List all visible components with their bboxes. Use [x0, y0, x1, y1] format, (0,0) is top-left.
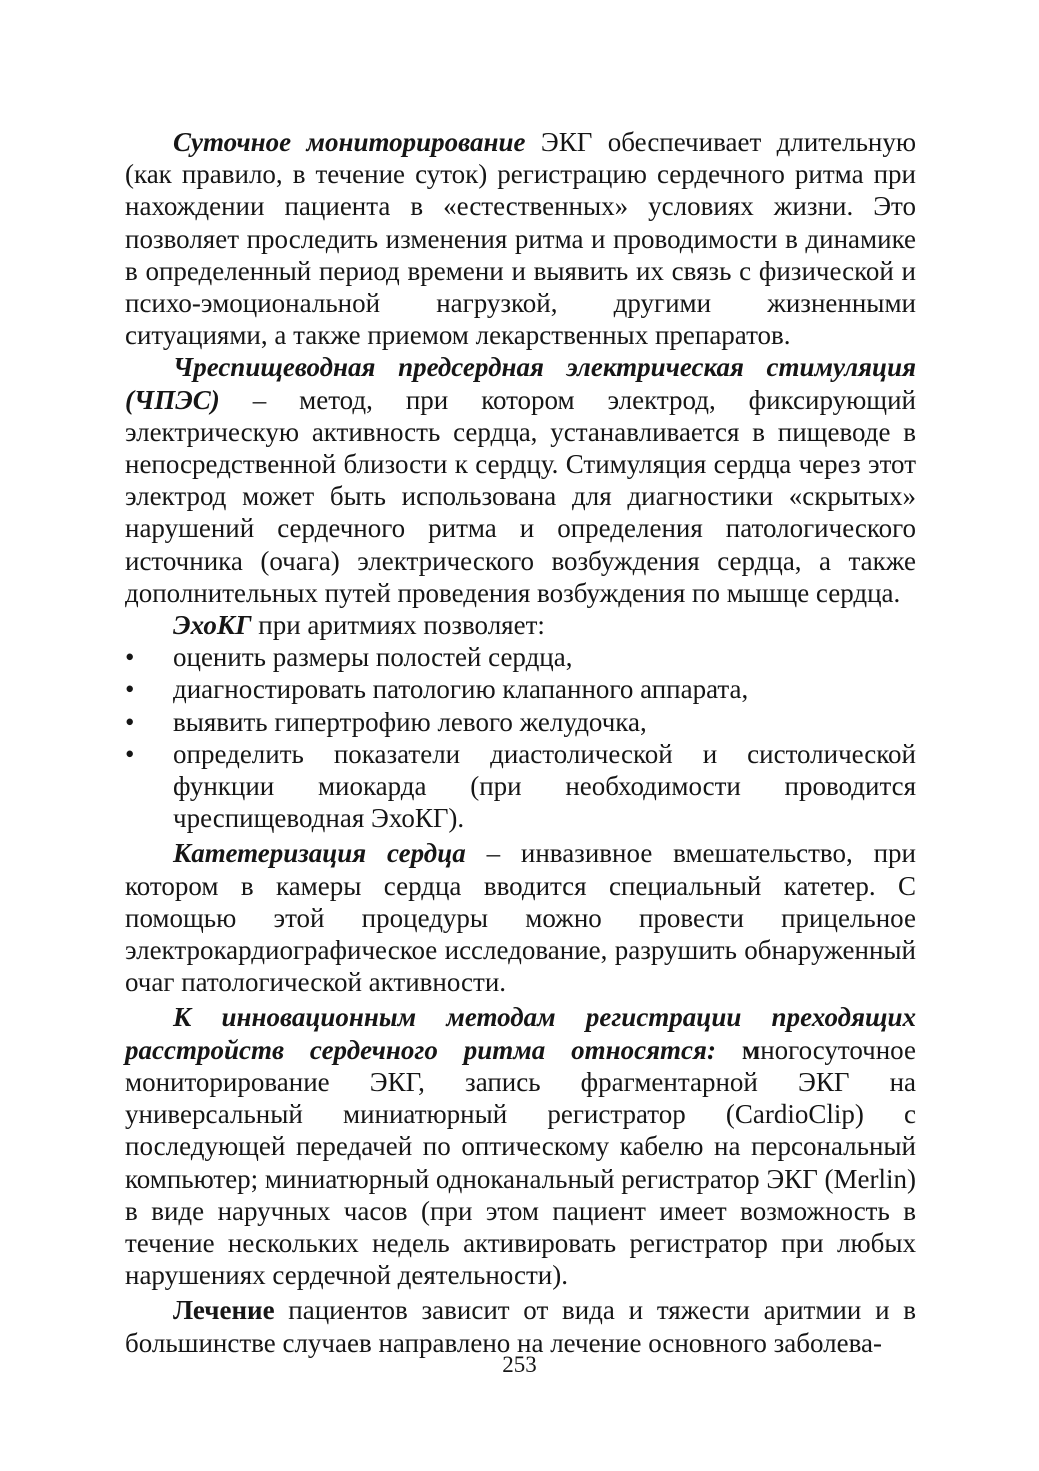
text-catheter: – инвазивное вмешательство, при котором в камеры сердца вводится специальный катетер. С помощью этой процедуры можно провести прицельное электрокардиографическое исследование, разрушить обнаруженный очаг патологической активности. [125, 838, 916, 998]
paragraph-tepes [125, 351, 916, 609]
bullet-icon: • [125, 674, 135, 705]
text-tepes: – метод, при котором электрод, фиксирующий электрическую активность сердца, устанавливается в пищеводе в непосредственной близости к сердцу. Стимуляция сердца через этот электрод может быть использована для диагностики «скрытых» нарушений сердечного ритма и определения патологического источника (очага) электрического возбуждения сердца, а также дополнительных путей проведения возбуждения по мышце сердца. [125, 384, 916, 608]
term-holter: Суточное мониторирование [173, 127, 526, 157]
bold-letter-innovative: м [715, 1034, 761, 1065]
text-treatment: пациентов зависит от вида и тяжести аритмии и в большинстве случаев направлено на лечение основного заболева- [125, 1295, 916, 1358]
paragraph-echo [125, 609, 916, 641]
bullet-icon: • [125, 706, 135, 737]
list-item-text: выявить гипертрофию левого желудочка, [173, 706, 647, 737]
list-item [125, 641, 916, 673]
text-echo: при аритмиях позволяет: [251, 610, 545, 641]
echo-list [125, 641, 916, 834]
bullet-icon: • [125, 642, 135, 673]
list-item-text: диагностировать патологию клапанного аппарата, [173, 674, 749, 705]
term-tepes: Чреспищеводная предсердная электрическая стимуляция (ЧПЭС) [125, 352, 916, 415]
text-innovative: ногосуточное мониторирование ЭКГ, запись фрагментарной ЭКГ на универсальный миниатюрный регистратор (CardioClip) с последующей передачей по оптическому кабелю на персональный компьютер; миниатюрный одноканальный регистратор ЭКГ (Merlin) в виде наручных часов (при этом пациент имеет возможность в течение нескольких недель активировать регистратор при любых нарушениях сердечной деятельности). [125, 1034, 917, 1291]
list-item-text: определить показатели диастолической и систолической функции миокарда (при необходимости проводится чреспищеводная ЭхоКГ). [173, 738, 916, 834]
term-innovative: К инновационным методам регистрации преходящих расстройств сердечного ритма относятся: [125, 1002, 916, 1065]
list-item [125, 738, 916, 835]
list-item [125, 673, 916, 705]
paragraph-treatment [125, 1294, 916, 1358]
paragraph-holter [125, 126, 916, 351]
page-number: 253 [502, 1352, 537, 1377]
text-holter: ЭКГ обеспечивает длительную (как правило, в течение суток) регистрацию сердечного ритма при нахождении пациента в «естественных» условиях жизни. Это позволяет проследить изменения ритма и проводимости в динамике в определенный период времени и выявить их связь с физической и психо-эмоциональной нагрузкой, другими жизненными ситуациями, а также приемом лекарственных препаратов. [125, 127, 917, 351]
term-treatment: Лечение [173, 1295, 275, 1326]
page-body [125, 126, 916, 1359]
list-item [125, 706, 916, 738]
bullet-icon: • [125, 738, 135, 769]
term-echo: ЭхоКГ [173, 610, 252, 641]
paragraph-innovative [125, 1001, 916, 1291]
term-catheter: Катетеризация сердца [173, 838, 466, 869]
list-item-text: оценить размеры полостей сердца, [173, 642, 573, 673]
paragraph-catheter [125, 837, 916, 998]
